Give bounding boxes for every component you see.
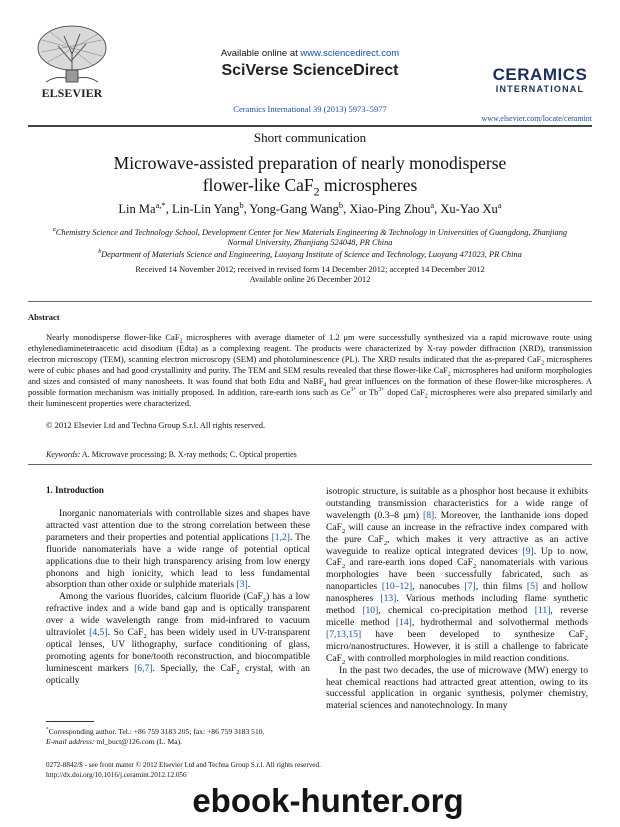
body-column-left	[46, 508, 310, 687]
affiliation-b: $^b$Department of Materials Science and Engineering, Luoyang Institute of Science and Technology, Luoyang 471023, PR China	[98, 249, 522, 259]
citation-link[interactable]: [5]	[526, 581, 539, 593]
footnote-divider	[46, 721, 94, 722]
article-title: Microwave-assisted preparation of nearly monodisperse flower-like CaF$_2$ microspheres	[113, 153, 507, 199]
ceramics-logo-line1: CERAMICS	[492, 65, 588, 84]
elsevier-wordmark: ELSEVIER	[41, 86, 103, 100]
affiliation-a: $^a$Chemistry Science and Technology School, Development Center for New Materials Engineering & Technology in Universities of Guangdong, Zhanjiang Normal University, Zhanjiang 524048, PR China	[52, 227, 568, 247]
elsevier-logo	[28, 22, 116, 100]
article-dates	[28, 265, 592, 285]
paragraph: In the past two decades, the use of microwave (MW) energy to heat chemical reactions had attracted great attention, owing to its successful application in organic synthesis, polymer chemistry, material sciences and nanotechnology. In many	[326, 664, 588, 712]
received-date: Received 14 November 2012; received in revised form 14 December 2012; accepted 14 December 2012	[135, 265, 485, 274]
citation-link[interactable]: [13]	[380, 593, 397, 605]
author: Lin $Ma^{a,*}$	[118, 199, 166, 216]
author: Xiao-Ping Zhou$^a$	[349, 199, 435, 216]
header-divider	[28, 125, 592, 127]
citation-link[interactable]: [7,13,15]	[326, 628, 362, 640]
available-online: Available online at www.sciencedirect.com	[220, 48, 400, 59]
citation-link[interactable]: [7]	[464, 581, 476, 593]
keywords: Keywords: A. Microwave processing; B. X-ray methods; C. Optical properties	[46, 450, 297, 459]
author-email[interactable]: ml_buct@126.com (L. Ma).	[94, 737, 183, 746]
abstract-body: Nearly monodisperse flower-like CaF$_2$ microspheres with average diameter of 1.2 μm were successfully synthesized via a rapid microwave route using ethylenediaminetetraacetic acid disodium (Edta) as a complexing reagent. The products were characterized by X-ray powder diffraction (XRD), transmission electron microscopy (TEM), scanning electron microscopy (SEM) and photoluminescence (PL). The XRD results indicated that the as-prepared CaF$_2$ microspheres were of cubic phases and had good crystallinity and purity. The TEM and SEM results revealed that these flower-like CaF$_2$ microspheres had uniform morphologies and sizes and consisted of many nanosheets. It was found that both Edta and NaBF$_4$ had great influences on the formation of these flower-like microspheres. A possible formation mechanism was initially proposed. In addition, rare-earth ions such as $Ce^{3+}$ or $Tb^{3+}$ doped CaF$_2$ microspheres were also prepared similarly and their luminescent properties were characterized.	[28, 332, 593, 408]
citation-link[interactable]: [4,5]	[89, 627, 108, 639]
watermark: ebook-hunter.org	[192, 782, 464, 819]
citation-link[interactable]: [6,7]	[134, 662, 153, 674]
front-matter: 0272-8842/$ - see front matter © 2012 Elsevier Ltd and Techna Group S.r.l. All rights reserved. http://dx.doi.org/10.1016/j.ceramint.2012.12.056	[46, 761, 321, 779]
journal-citation[interactable]: Ceramics International 39 (2013) 5973–5977	[233, 104, 387, 114]
copyright-notice: © 2012 Elsevier Ltd and Techna Group S.r.l. All rights reserved.	[46, 420, 266, 430]
doi-link[interactable]: http://dx.doi.org/10.1016/j.ceramint.2012.12.056	[46, 771, 187, 779]
citation-link[interactable]: [14]	[395, 616, 412, 628]
sciencedirect-link[interactable]: www.sciencedirect.com	[300, 48, 400, 59]
author-list: Lin $Ma^{a,*}$, Lin-Lin Yang$^b$, Yong-Gang Wang$^b$, Xiao-Ping Zhou$^a$, Xu-Yao Xu$^a$	[118, 199, 502, 216]
citation-link[interactable]: [8]	[423, 509, 435, 521]
author: Xu-Yao Xu$^a$	[440, 199, 502, 216]
citation-link[interactable]: [10–12]	[381, 581, 413, 593]
paragraph: isotropic structure, is suitable as a phosphor host because it exhibits outstanding transmission characteristics for a wide range of wavelength (0.3–8 μm) [8]. Moreover, the lanthanide ions doped CaF$_2$ will cause an increase in the refractive index compared with the pure CaF$_2$, which makes it very attractive as an active waveguide to realize optical integrated devices [9]. Up to now, CaF$_2$ and rare-earth ions doped CaF$_2$ nanomaterials with various morphologies have been successfully fabricated, such as nanoparticles [10–12], nanocubes [7], thin films [5] and hollow nanospheres [13]. Various methods including flame synthetic method [10], chemical co-precipitation method [11], reverse micelle method [14], hydrothermal and solvothermal methods [7,13,15] have been developed to synthesize CaF$_2$ micro/nanostructures. However, it is still a challenge to fabricate CaF$_2$ with controlled morphologies in mild reaction conditions.	[326, 486, 588, 666]
online-date: Available online 26 December 2012	[249, 275, 371, 284]
elsevier-tree-icon	[28, 22, 116, 100]
citation-link[interactable]: [1,2]	[271, 531, 290, 543]
ceramics-international-logo	[488, 66, 592, 94]
journal-homepage-link[interactable]: www.elsevier.com/locate/ceramint	[481, 114, 592, 123]
citation-link[interactable]: [10]	[362, 605, 379, 617]
paragraph: Among the various fluorides, calcium fluoride (CaF$_2$) has a low refractive index and a wide band gap and is optically transparent over a wide wavelength range from mid-infrared to vacuum ultraviolet [4,5]. So CaF$_2$ has been widely used in UV-transparent optical lenses, UV lithography, surface conditioning of glass, promoting agents for bone/tooth reconstruction, and biocompatible luminescent markers [6,7]. Specially, the CaF$_2$ crystal, with an optically	[46, 591, 311, 686]
citation-link[interactable]: [3]	[236, 579, 248, 591]
abstract-top-divider	[28, 301, 592, 302]
article-type: Short communication	[253, 130, 367, 145]
author: Lin-Lin Yang$^b$	[171, 199, 244, 216]
author: Yong-Gang Wang$^b$	[249, 199, 344, 216]
sciverse-logo-text: SciVerse ScienceDirect	[221, 62, 399, 79]
abstract-heading: Abstract	[28, 312, 60, 322]
body-column-right	[326, 486, 588, 712]
ceramics-logo-line2: INTERNATIONAL	[495, 84, 585, 94]
abstract-bottom-divider	[28, 464, 592, 465]
citation-link[interactable]: [9]	[522, 545, 534, 557]
corresponding-author-footnote: *Corresponding author. Tel.: +86 759 3183 205; fax: +86 759 3183 510. E-mail address: ml_buct@126.com (L. Ma).	[46, 726, 265, 746]
citation-link[interactable]: [11]	[534, 605, 551, 617]
section-heading-introduction: 1. Introduction	[46, 485, 104, 495]
paragraph: Inorganic nanomaterials with controllable sizes and shapes have attracted vast attention due to the strong correlation between these parameters and their properties and potential applications [1,2]. The fluoride nanomaterials have a wide range of potential optical applications due to their high transparency arising from low energy phonons and high ionicity, which lead to less fundamental absorption than other oxide or sulphide materials [3].	[46, 508, 310, 591]
